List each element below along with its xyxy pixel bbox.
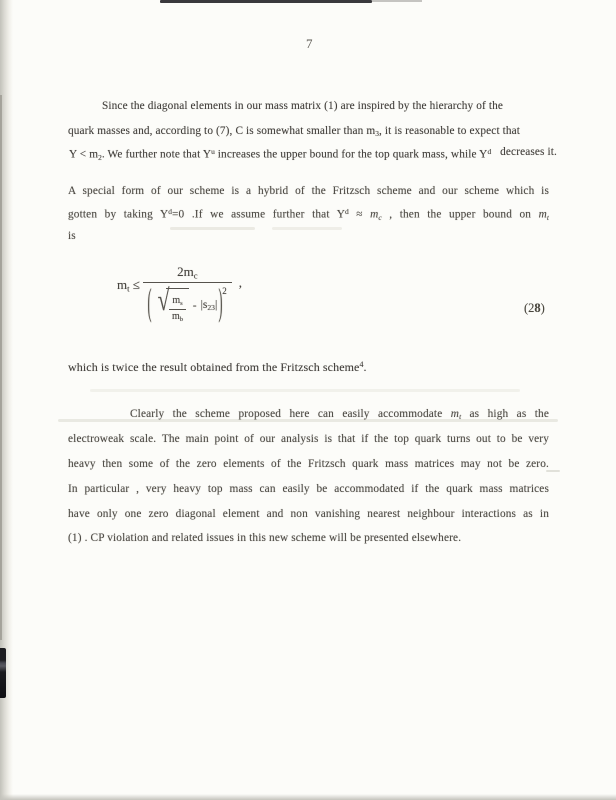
mass-ratio-fraction [169, 295, 185, 323]
paragraph2-line2: gotten by taking $Y^d=0$ .If we assume further that $Y^d$ ≈ mc , then the upper bound on mt [68, 207, 549, 222]
paragraph3-line1: Clearly the scheme proposed here can easily accommodate mt as high as the [130, 408, 549, 422]
mass-ratio-denominator: mb [172, 310, 184, 323]
paragraph3-line2: electroweak scale. The main point of our analysis is that if the top quark turns out to be very [68, 433, 549, 445]
equation-28 [117, 264, 242, 323]
paragraph2-line1: A special form of our scheme is a hybrid of the Fritzsch scheme and our scheme which is [68, 185, 549, 197]
paragraph3-line6: (1) . CP violation and related issues in this new scheme will be presented elsewhere. [68, 532, 462, 544]
paragraph1-line2: quark masses and, according to (7), C is somewhat smaller than m3, it is reasonable to expect that [68, 125, 521, 139]
scan-smudge [272, 227, 342, 230]
square-root [153, 284, 189, 323]
equation-denominator [143, 282, 232, 323]
exponent: 2 [222, 285, 227, 296]
page-edge-left-line [0, 95, 2, 640]
page-number: 7 [306, 36, 313, 51]
radical-icon: √ [157, 284, 170, 318]
equation-number: (28) [524, 301, 545, 315]
scan-artifact-top-band-light [372, 0, 422, 2]
minus-sign: - [192, 299, 197, 312]
paragraph3-line5: have only one zero diagonal element and non vanishing nearest neighbour interactions as in [68, 508, 549, 520]
equation-lhs: mt ≤ [117, 277, 140, 294]
scan-artifact-top-band [160, 0, 372, 3]
paragraph1-line3: Y < m2. We further note that $Y^u$ increases the upper bound for the top quark mass, while $Y^d$ decreases it. [69, 145, 557, 162]
trailing-comma: , [238, 275, 242, 290]
page-edge-bottom-shadow [0, 794, 616, 800]
mass-ratio-numerator: ms [169, 295, 185, 309]
radicand [166, 288, 188, 323]
close-paren: ) [218, 284, 223, 325]
open-paren: ( [147, 284, 152, 325]
equation-numerator: 2mc [177, 264, 198, 281]
equation-fraction [143, 264, 232, 323]
fritzsch-result-line: which is twice the result obtained from the Fritzsch scheme$^4$. [68, 360, 367, 374]
paragraph2-line3: is [68, 230, 76, 242]
paragraph3-line4: In particular , very heavy top mass can easily be accommodated if the quark mass matrices [68, 483, 549, 495]
paragraph1-line1: Since the diagonal elements in our mass matrix (1) are inspired by the hierarchy of the [102, 100, 503, 112]
abs-s23: |s23| [200, 299, 218, 313]
scan-mark-left-tab [0, 648, 6, 698]
scan-smudge [90, 389, 520, 392]
paragraph3-line3: heavy then some of the zero elements of the Fritzsch quark mass matrices may not be zero. [68, 458, 549, 470]
scan-smudge [170, 227, 255, 230]
